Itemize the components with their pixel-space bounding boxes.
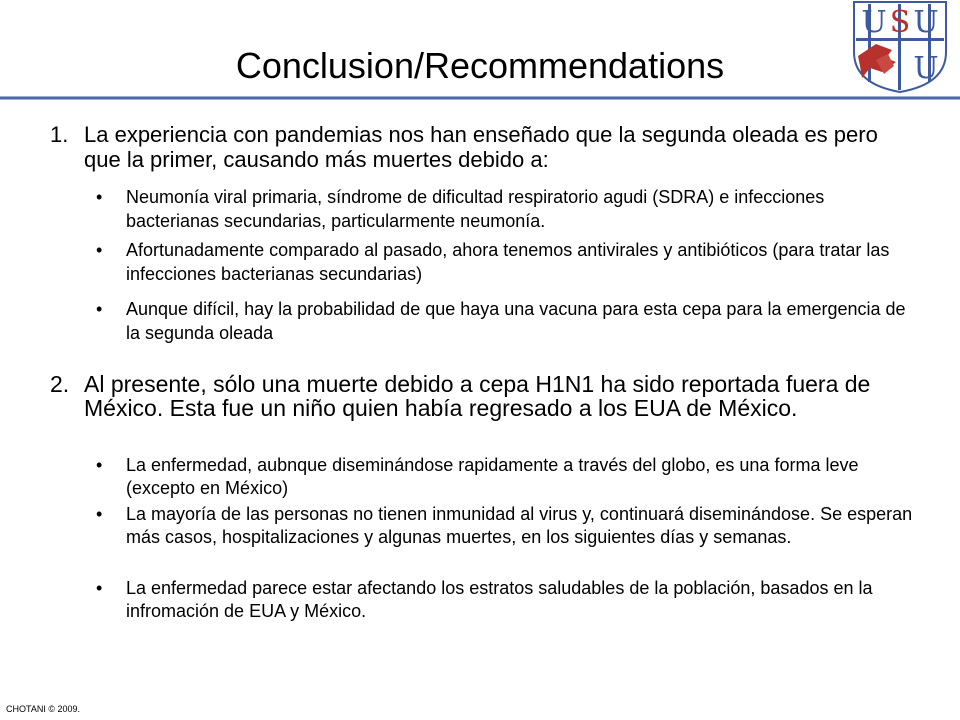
bullet-item [96,297,922,345]
bullet-icon: • [96,504,103,524]
copyright-footer: CHOTANI © 2009. [6,704,80,714]
bullet-icon: • [96,187,103,207]
bullet-item [96,454,922,500]
bullet-text: Afortunadamente comparado al pasado, ahora tenemos antivirales y antibióticos (para tratar las infecciones bacterianas secundarias) [126,240,890,284]
item-text: La experiencia con pandemias nos han enseñado que la segunda oleada es pero que la primer, causando más muertes debido a: [84,122,878,172]
bullet-icon: • [96,299,103,319]
bullet-text: La mayoría de las personas no tienen inmunidad al virus y, continuará diseminándose. Se esperan más casos, hospitalizaciones y algunas muertes, en los siguientes días y semanas. [126,504,913,547]
item-text: Al presente, sólo una muerte debido a cepa H1N1 ha sido reportada fuera de México. Esta fue un niño quien había regresado a los EUA de México. [84,371,871,421]
svg-text:S: S [889,5,911,40]
bullet-text: La enfermedad parece estar afectando los estratos saludables de la población, basados en la infromación de EUA y México. [126,578,873,621]
numbered-item-2 [50,372,910,420]
slide-title: Conclusion/Recommendations [235,45,725,86]
numbered-item-1 [50,122,910,172]
bullet-icon: • [96,455,103,475]
title-divider [0,96,960,100]
bullet-text: La enfermedad, aubnque diseminándose rapidamente a través del globo, es una forma leve (excepto en México) [126,455,859,498]
svg-text:U: U [861,5,887,40]
bullet-icon: • [96,578,103,598]
item-number: 2. [50,371,70,397]
bullet-item [96,185,922,233]
title-divider-inner [0,97,960,99]
bullet-item [96,503,922,549]
svg-text:U: U [913,51,939,86]
svg-text:U: U [913,5,939,40]
item-number: 1. [50,122,69,147]
bullet-item [96,238,922,286]
bullet-item [96,577,922,623]
bullet-icon: • [96,240,103,260]
bullet-text: Aunque difícil, hay la probabilidad de que haya una vacuna para esta cepa para la emergencia de la segunda oleada [126,299,906,343]
bullet-text: Neumonía viral primaria, síndrome de dificultad respiratorio agudi (SDRA) e infecciones bacterianas secundarias, particularmente neumonía. [126,187,825,231]
